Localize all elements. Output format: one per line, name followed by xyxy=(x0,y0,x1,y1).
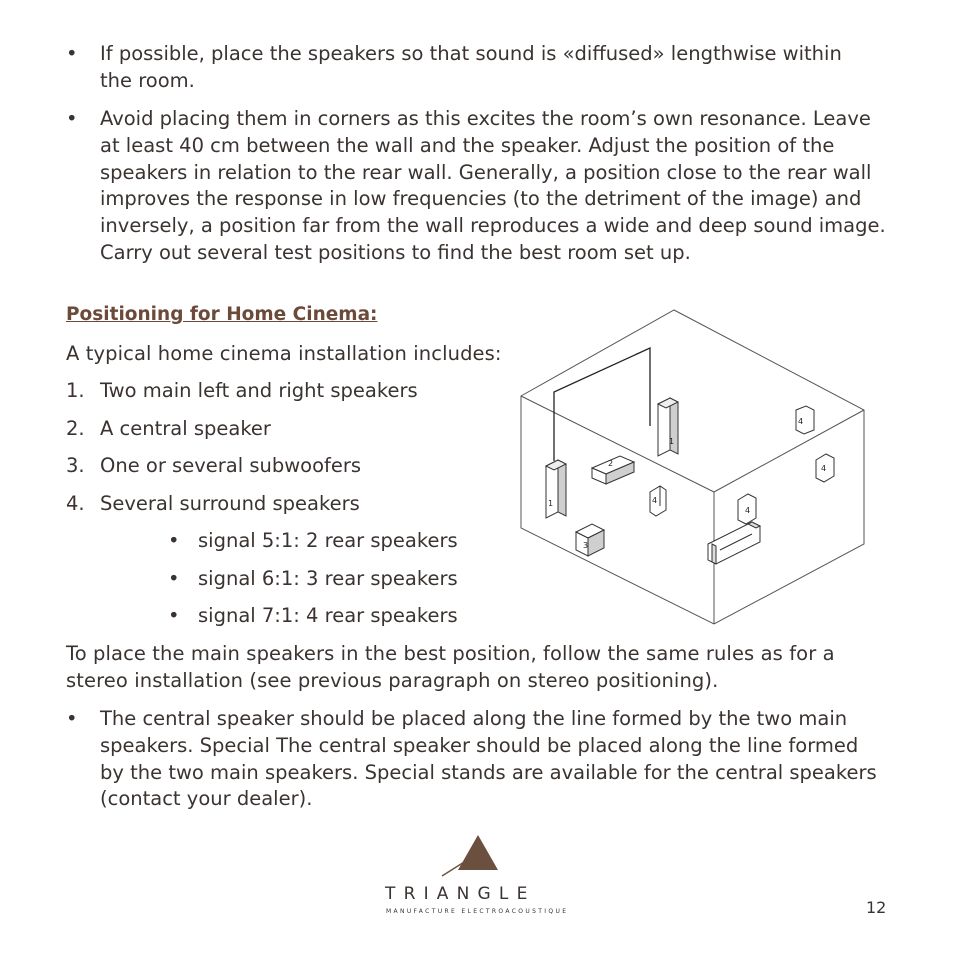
text-line: improves the response in low frequencies (to the detriment of the image) and xyxy=(100,187,862,211)
triangle-logo-icon xyxy=(440,832,500,878)
bullet-marker: • xyxy=(168,604,180,627)
brand-tagline: MANUFACTURE ELECTROACOUSTIQUE xyxy=(386,908,569,915)
text-line: stereo installation (see previous paragraph on stereo positioning). xyxy=(66,668,719,692)
bullet-text xyxy=(100,706,900,813)
bullet-text xyxy=(100,41,900,95)
bullet-marker: • xyxy=(66,107,78,130)
text-line: (contact your dealer). xyxy=(100,787,313,811)
text-line: To place the main speakers in the best position, follow the same rules as for a xyxy=(66,642,835,665)
list-number: 3. xyxy=(66,454,85,477)
brand-name: TRIANGLE xyxy=(385,884,536,904)
list-number: 4. xyxy=(66,492,85,515)
room-outline xyxy=(521,310,864,624)
bullet-text xyxy=(100,106,900,267)
text-line: Carry out several test positions to find the best room set up. xyxy=(100,240,691,264)
label-surround-2: 4 xyxy=(745,506,751,515)
room-speaker-diagram xyxy=(516,306,866,628)
main-speaker-left xyxy=(546,460,566,518)
list-number: 2. xyxy=(66,417,85,440)
text-line: The central speaker should be placed along the line formed by the two main xyxy=(100,707,848,730)
section-heading: Positioning for Home Cinema: xyxy=(66,304,378,325)
label-main-right: 1 xyxy=(669,437,675,446)
label-surround-1: 4 xyxy=(652,496,658,505)
intro-text: A typical home cinema installation includes: xyxy=(66,342,502,365)
text-line: speakers. Special The central speaker should be placed along the line formed xyxy=(100,733,859,757)
text-line: If possible, place the speakers so that sound is «diffused» lengthwise within xyxy=(100,42,842,65)
bullet-marker: • xyxy=(168,567,180,590)
page-number: 12 xyxy=(866,898,887,917)
screen-outline xyxy=(554,348,650,461)
text-line: inversely, a position far from the wall reproduces a wide and deep sound image. xyxy=(100,214,886,238)
list-item: A central speaker xyxy=(100,417,271,440)
sub-bullet-item: signal 5:1: 2 rear speakers xyxy=(198,529,458,552)
list-item: Several surround speakers xyxy=(100,492,360,515)
bullet-marker: • xyxy=(66,707,78,730)
list-item: Two main left and right speakers xyxy=(100,379,418,402)
list-number: 1. xyxy=(66,379,85,402)
list-item: One or several subwoofers xyxy=(100,454,362,477)
sofa xyxy=(708,522,760,564)
label-surround-3: 4 xyxy=(798,417,804,426)
label-center: 2 xyxy=(608,459,614,468)
bullet-marker: • xyxy=(168,529,180,552)
sub-bullet-item: signal 7:1: 4 rear speakers xyxy=(198,604,458,627)
label-surround-4: 4 xyxy=(821,464,827,473)
text-line: speakers in relation to the rear wall. Generally, a position close to the rear wall xyxy=(100,160,872,184)
bullet-marker: • xyxy=(66,42,78,65)
sub-bullet-item: signal 6:1: 3 rear speakers xyxy=(198,567,458,590)
text-line: by the two main speakers. Special stands are available for the central speakers xyxy=(100,760,877,784)
paragraph xyxy=(66,641,886,695)
text-line: Avoid placing them in corners as this excites the room’s own resonance. Leave xyxy=(100,107,871,130)
main-speaker-right xyxy=(658,398,678,456)
label-sub: 3 xyxy=(583,541,589,550)
text-line: the room. xyxy=(100,68,195,92)
label-main-left: 1 xyxy=(548,499,554,508)
text-line: at least 40 cm between the wall and the speaker. Adjust the position of the xyxy=(100,133,835,157)
subwoofer xyxy=(576,524,604,556)
